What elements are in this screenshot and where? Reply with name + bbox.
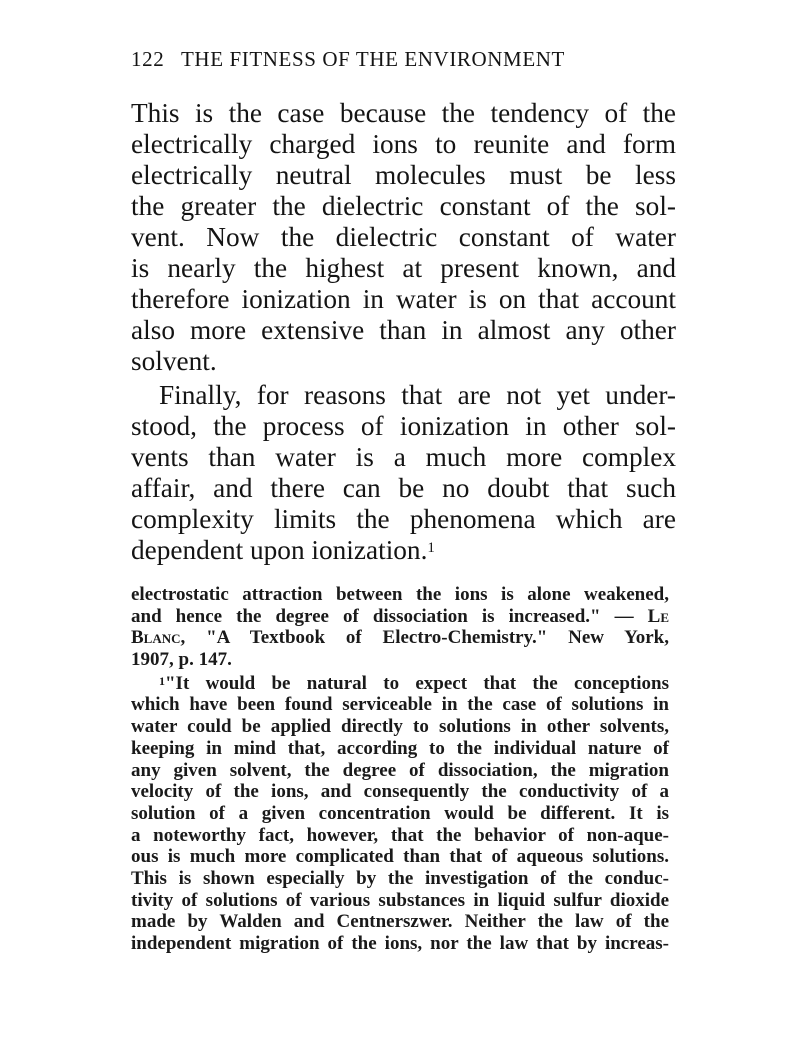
text-line: Finally, for reasons that are not yet under- (159, 380, 676, 410)
text-line: electrically charged ions to reunite and form (131, 129, 676, 159)
text-line: solvent. (131, 346, 217, 376)
text-line: This is the case because the tendency of the (131, 98, 676, 128)
text-line (131, 535, 676, 566)
footnote-line-content: and hence the degree of dissociation is increased." — (131, 605, 648, 627)
footnote-line: made by Walden and Centnerszwer. Neither the law of the (131, 911, 669, 933)
footnote-line-content: "It would be natural to expect that the conceptions (165, 672, 669, 694)
footnote-number: 1 (159, 673, 165, 688)
footnote-1 (131, 673, 669, 955)
footnote-line: ous is much more complicated than that of aqueous solutions. (131, 846, 669, 868)
text-line: the greater the dielectric constant of the sol- (131, 191, 676, 221)
text-line: stood, the process of ionization in other sol- (131, 411, 676, 441)
footnotes (131, 584, 669, 955)
author-name: Le (647, 605, 669, 627)
footnote-line (131, 673, 669, 695)
body-text (131, 98, 676, 566)
footnote-marker: 1 (427, 540, 435, 556)
footnote-line: tivity of solutions of various substances in liquid sulfur dioxide (131, 889, 669, 911)
footnote-line (131, 627, 669, 649)
footnote-line: which have been found serviceable in the case of solutions in (131, 694, 669, 716)
footnote-line: solution of a given concentration would be different. It is (131, 802, 669, 824)
footnote-line: independent migration of the ions, nor the law that by increas- (131, 933, 669, 954)
text-line: is nearly the highest at present known, and (131, 253, 676, 283)
text-line: therefore ionization in water is on that account (131, 284, 676, 314)
running-title: THE FITNESS OF THE ENVIRONMENT (181, 47, 565, 71)
paragraph-2 (131, 380, 676, 566)
text-line: electrically neutral molecules must be less (131, 160, 676, 190)
footnote-line: keeping in mind that, according to the individual nature of (131, 737, 669, 759)
text-line: also more extensive than in almost any other (131, 315, 676, 345)
text-line: vent. Now the dielectric constant of water (131, 222, 676, 252)
text-line-content: dependent upon ionization. (131, 535, 428, 565)
footnote-line: velocity of the ions, and consequently the conductivity of a (131, 781, 669, 803)
footnote-line: water could be applied directly to solutions in other solvents, (131, 716, 669, 738)
footnote-line: any given solvent, the degree of dissociation, the migration (131, 759, 669, 781)
footnote-line: electrostatic attraction between the ions is alone weakened, (131, 584, 669, 605)
footnote-line: a noteworthy fact, however, that the behavior of non-aque- (131, 824, 669, 846)
page-number: 122 (131, 47, 165, 71)
author-name: Blanc (131, 627, 181, 649)
footnote-continued (131, 584, 669, 671)
footnote-line-content: , "A Textbook of Electro-Chemistry." New York, (180, 627, 669, 649)
footnote-line: 1907, p. 147. (131, 649, 232, 671)
footnote-line: This is shown especially by the investigation of the conduc- (131, 867, 669, 889)
text-line: affair, and there can be no doubt that such (131, 473, 676, 503)
paragraph-1 (131, 98, 676, 377)
footnote-line (131, 606, 669, 628)
text-line: complexity limits the phenomena which are (131, 504, 676, 534)
running-head (131, 47, 671, 77)
text-line: vents than water is a much more complex (131, 442, 676, 472)
